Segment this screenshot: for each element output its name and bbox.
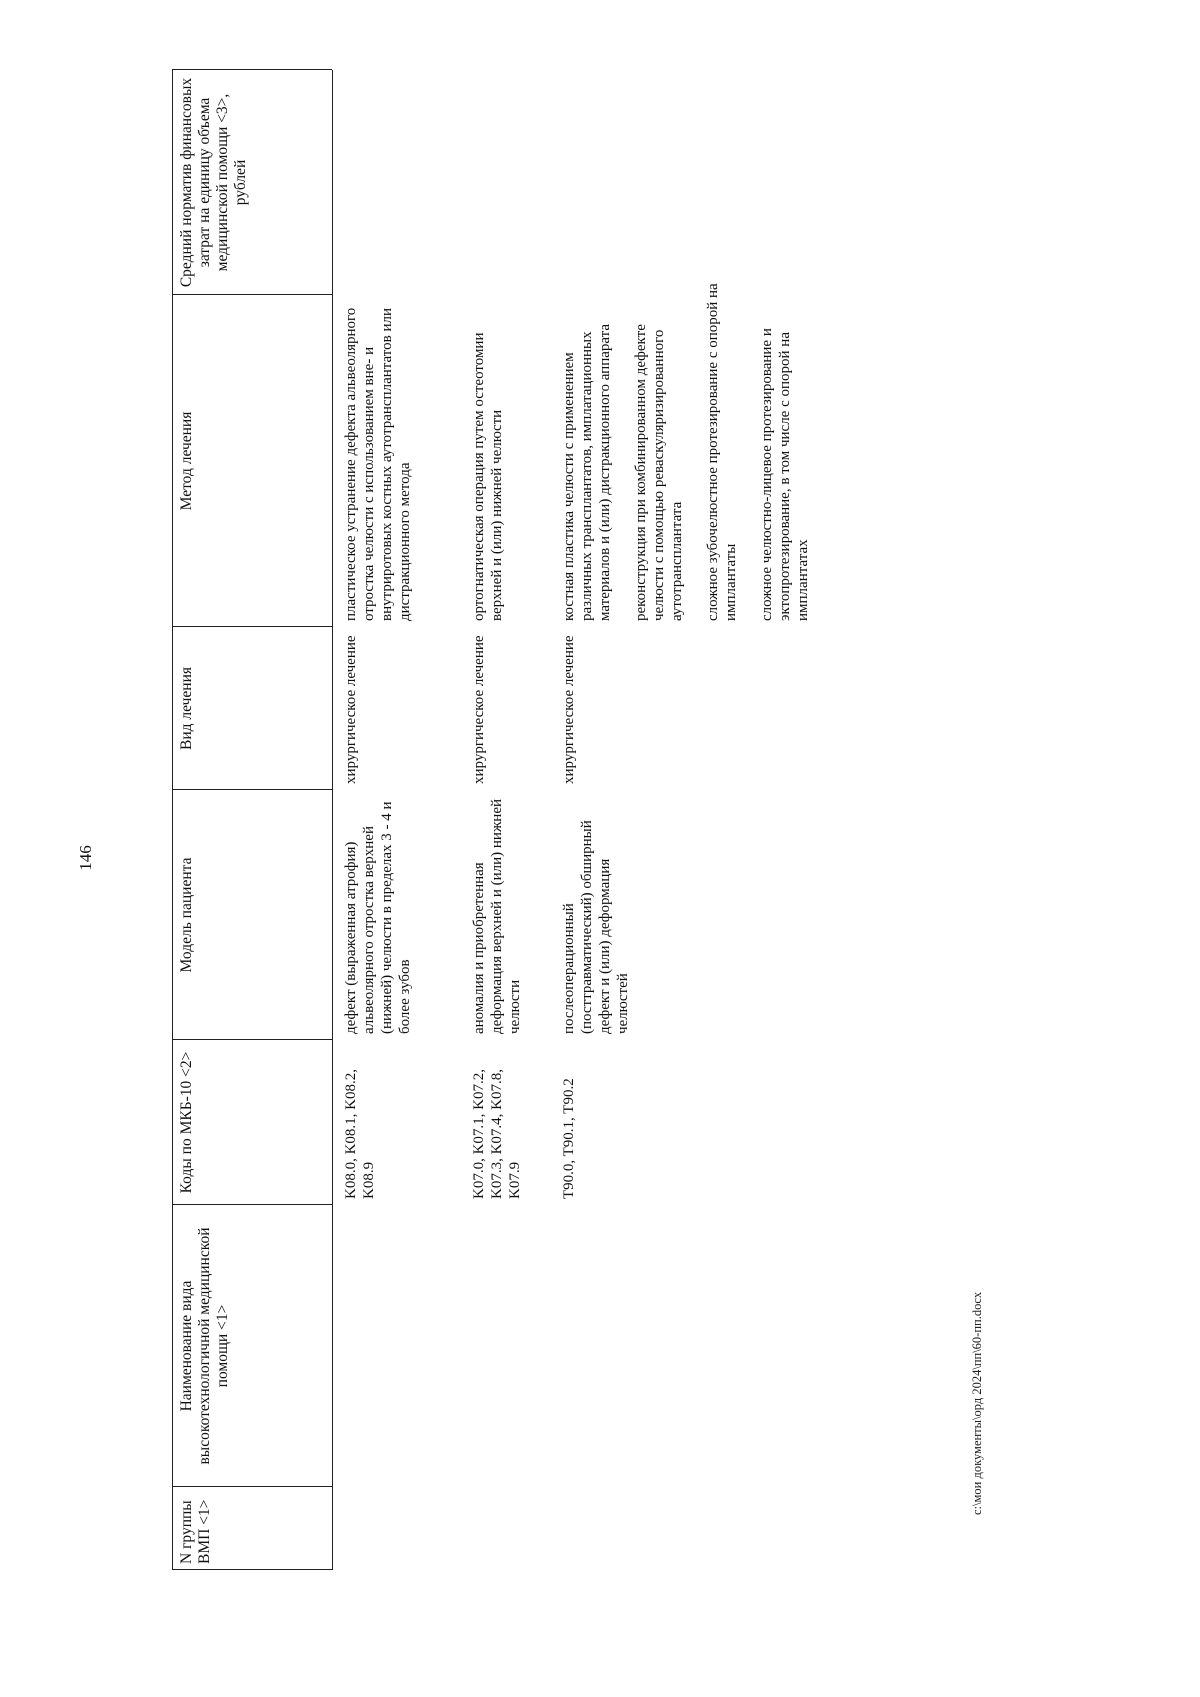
header-patient-model: Модель пациента bbox=[178, 857, 195, 973]
header-treatment-method: Метод лечения bbox=[178, 411, 195, 511]
row-1-codes: K08.0, K08.1, K08.2, K08.9 bbox=[343, 1069, 377, 1199]
footer-file-path: c:\мои документы\орд 2024\пп\60-пп.docx bbox=[970, 1291, 984, 1515]
row-2-codes: K07.0, K07.1, K07.2, K07.3, K07.4, K07.8, K07.9 bbox=[471, 1069, 523, 1199]
row-1-model: дефект (выраженная атрофия) альвеолярного отростка верхней (нижней) челюсти в пределах 3 - 4 и более зубов bbox=[343, 801, 413, 1034]
row-3-model: послеоперационный (посттравматический) обширный дефект и (или) деформация челюстей bbox=[561, 820, 631, 1034]
header-group-number: N группы ВМП <1> bbox=[178, 1499, 213, 1564]
header-financial-norm: Средний норматив финансовых затрат на единицу объема медицинской помощи <3>, рублей bbox=[178, 77, 249, 288]
row-2-treatment-type: хирургическое лечение bbox=[471, 635, 487, 784]
header-icd-codes: Коды по МКБ-10 <2> bbox=[178, 1051, 195, 1194]
row-2-method-1: ортогнатическая операция путем остеотомии верхней и (или) нижней челюсти bbox=[471, 332, 505, 621]
row-3-method-4: сложное челюстно-лицевое протезирование и эктопротезирование, в том числе с опорой на имплантатах bbox=[759, 328, 811, 621]
header-vmp-name: Наименование вида высокотехнологичной медицинской помощи <1> bbox=[178, 1227, 231, 1465]
row-3-methods bbox=[558, 277, 814, 627]
row-1-method-1: пластическое устранение дефекта альвеолярного отростка челюсти с использованием вне- и внутриротовых костных аутотрансплантатов или дистракционного метода bbox=[343, 307, 413, 621]
row-1-methods bbox=[340, 277, 416, 627]
row-3-treatment-type: хирургическое лечение bbox=[561, 635, 577, 784]
header-treatment-type: Вид лечения bbox=[178, 666, 195, 751]
row-3-method-1: костная пластика челюсти с применением различных трансплантатов, имплатационных материалов и (или) дистракционного аппарата bbox=[561, 323, 613, 621]
vmp-table bbox=[172, 70, 892, 1570]
row-2-model: аномалия и приобретенная деформация верхней и (или) нижней челюсти bbox=[471, 798, 523, 1034]
row-2-methods bbox=[468, 277, 508, 627]
row-3-method-3: сложное зубочелюстное протезирование с опорой на имплантаты bbox=[705, 283, 739, 621]
page-number: 146 bbox=[76, 845, 95, 871]
row-3-method-2: реконструкция при комбинированном дефекте челюсти с помощью реваскуляризированного аутотрансплантата bbox=[633, 324, 685, 621]
row-1-treatment-type: хирургическое лечение bbox=[343, 635, 359, 784]
row-3-codes: T90.0, T90.1, T90.2 bbox=[561, 1078, 577, 1199]
